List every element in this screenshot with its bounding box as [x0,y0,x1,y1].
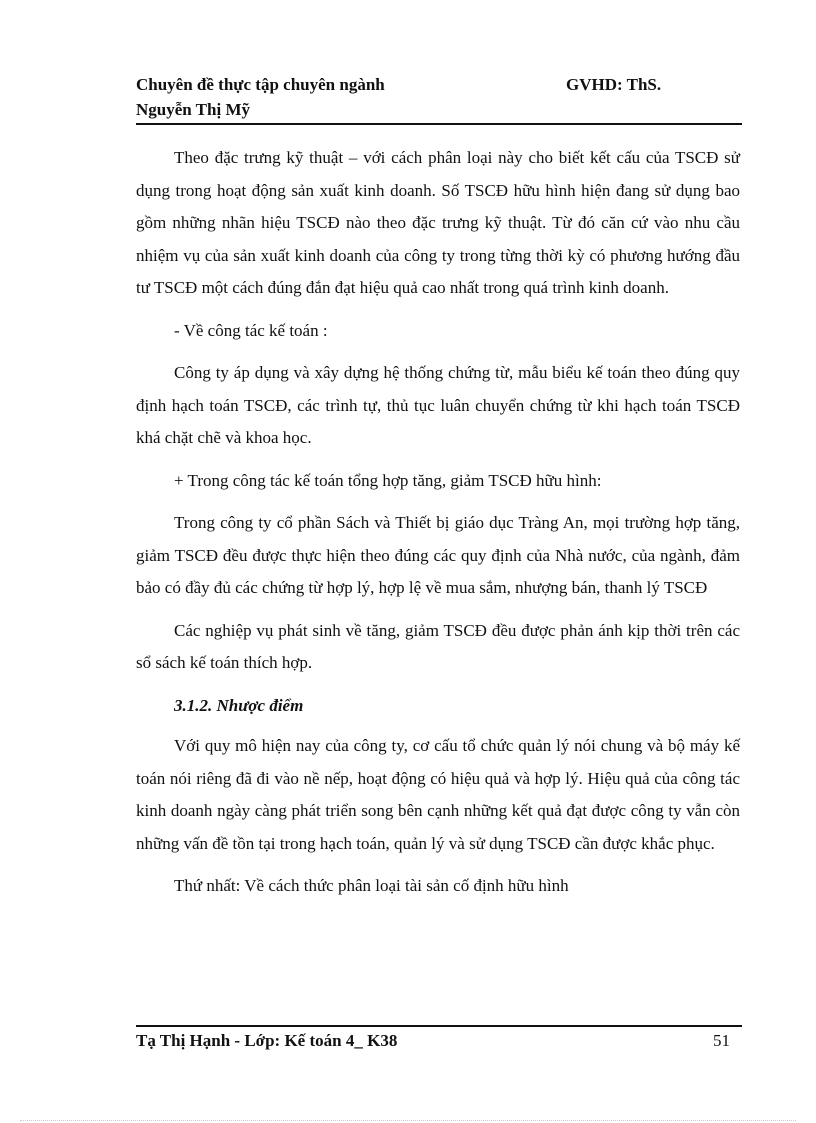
page-number: 51 [713,1031,730,1050]
header-divider [136,123,742,125]
paragraph: Trong công ty cổ phần Sách và Thiết bị giáo dục Tràng An, mọi trường hợp tăng, giảm TSCĐ đều được thực hiện theo đúng các quy định của Nhà nước, của ngành, đảm bảo có đầy đủ các chứng từ hợp lý, hợp lệ về mua sắm, nhượng bán, thanh lý TSCĐ [136,513,740,597]
footer-divider [136,1025,742,1027]
page-header [136,72,742,122]
paragraph: - Về công tác kế toán : [174,320,328,340]
paragraph: Các nghiệp vụ phát sinh về tăng, giảm TSCĐ đều được phản ánh kịp thời trên các sổ sách kế toán thích hợp. [136,620,740,672]
paragraph: Công ty áp dụng và xây dựng hệ thống chứng từ, mẫu biểu kế toán theo đúng quy định hạch toán TSCĐ, các trình tự, thủ tục luân chuyển chứng từ khi hạch toán TSCĐ khá chặt chẽ và khoa học. [136,363,740,447]
document-body [136,142,740,913]
paragraph: Theo đặc trưng kỹ thuật – với cách phân loại này cho biết kết cấu của TSCĐ sử dụng trong hoạt động sản xuất kinh doanh. Số TSCĐ hữu hình hiện đang sử dụng bao gồm những nhãn hiệu TSCĐ nào theo đặc trưng kỹ thuật. Từ đó căn cứ vào nhu cầu nhiệm vụ của sản xuất kinh doanh của công ty trong từng thời kỳ có phương hướng đầu tư TSCĐ một cách đúng đắn đạt hiệu quả cao nhất trong quá trình kinh doanh. [136,148,740,297]
section-heading: 3.1.2. Nhược điểm [174,695,304,715]
page-bottom-border [20,1120,796,1121]
header-title: Chuyên đề thực tập chuyên ngành [136,75,385,94]
paragraph: + Trong công tác kế toán tổng hợp tăng, giảm TSCĐ hữu hình: [174,470,602,490]
header-supervisor-name: Nguyễn Thị Mỹ [136,100,250,119]
footer-author: Tạ Thị Hạnh - Lớp: Kế toán 4_ K38 [136,1031,398,1050]
paragraph: Thứ nhất: Về cách thức phân loại tài sản cố định hữu hình [174,876,569,895]
header-supervisor: GVHD: ThS. [566,75,662,94]
paragraph: Với quy mô hiện nay của công ty, cơ cấu tổ chức quản lý nói chung và bộ máy kế toán nói riêng đã đi vào nề nếp, hoạt động có hiệu quả và hợp lý. Hiệu quả của công tác kinh doanh ngày càng phát triển song bên cạnh những kết quả đạt được công ty vẫn còn những vấn đề tồn tại trong hạch toán, quản lý và sử dụng TSCĐ cần được khắc phục. [136,736,740,853]
